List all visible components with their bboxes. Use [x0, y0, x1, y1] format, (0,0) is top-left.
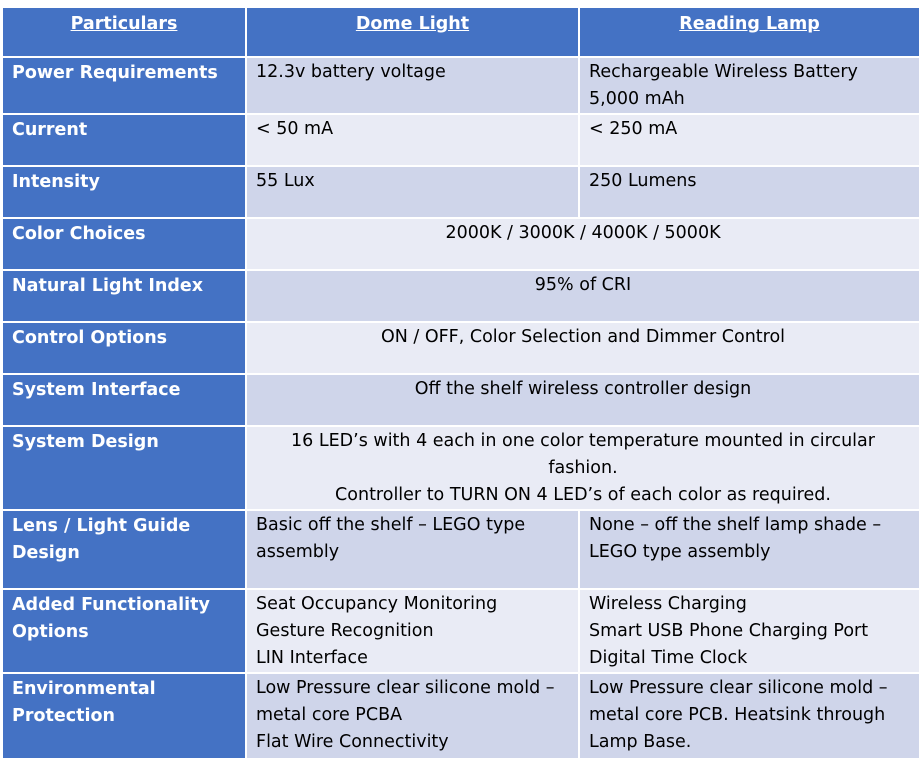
cell-line: Controller to TURN ON 4 LED’s of each color as required. — [335, 485, 831, 505]
table-row — [2, 322, 920, 374]
dome-light-cell — [246, 57, 579, 114]
cell-line: ON / OFF, Color Selection and Dimmer Control — [380, 327, 786, 347]
cell-line: LIN Interface — [256, 648, 368, 668]
table-row — [2, 270, 920, 322]
cell-line: < 50 mA — [256, 119, 334, 139]
merged-cell — [246, 426, 920, 510]
cell-line: metal core PCBA — [256, 705, 403, 725]
table-row — [2, 114, 920, 166]
reading-lamp-cell — [579, 57, 920, 114]
cell-line: 2000K / 3000K / 4000K / 5000K — [445, 223, 721, 243]
table-row — [2, 218, 920, 270]
cell-line: Smart USB Phone Charging Port — [589, 621, 869, 641]
dome-light-cell — [246, 114, 579, 166]
cell-line: Basic off the shelf – LEGO type — [256, 515, 526, 535]
cell-line: Low Pressure clear silicone mold – — [256, 678, 555, 698]
cell-line: 5,000 mAh — [589, 89, 685, 109]
dome-light-cell — [246, 510, 579, 589]
table-row — [2, 589, 920, 673]
cell-line: Lamp Base. — [589, 732, 692, 752]
table-row — [2, 374, 920, 426]
reading-lamp-cell — [579, 673, 920, 759]
cell-line: 95% of CRI — [534, 275, 632, 295]
reading-lamp-cell — [579, 589, 920, 673]
cell-line: < 250 mA — [589, 119, 678, 139]
row-label: Intensity — [2, 166, 246, 218]
row-label: Environmental Protection — [2, 673, 246, 759]
header-row — [2, 7, 920, 57]
specs-table — [1, 6, 921, 760]
table-row — [2, 57, 920, 114]
cell-line: 55 Lux — [256, 171, 315, 191]
cell-line: Low Pressure clear silicone mold – — [589, 678, 888, 698]
table-row — [2, 673, 920, 759]
dome-light-cell — [246, 589, 579, 673]
cell-line: Digital Time Clock — [589, 648, 748, 668]
cell-line: Gesture Recognition — [256, 621, 434, 641]
reading-lamp-cell — [579, 510, 920, 589]
row-label: Control Options — [2, 322, 246, 374]
row-label: Natural Light Index — [2, 270, 246, 322]
table-row — [2, 166, 920, 218]
table-row — [2, 426, 920, 510]
cell-line: Wireless Charging — [589, 594, 747, 614]
cell-line: Flat Wire Connectivity — [256, 732, 449, 752]
cell-line: assembly — [256, 542, 340, 562]
cell-line: 12.3v battery voltage — [256, 62, 446, 82]
cell-line: Rechargeable Wireless Battery — [589, 62, 858, 82]
header-particulars: Particulars — [2, 7, 246, 57]
row-label: Color Choices — [2, 218, 246, 270]
row-label: System Design — [2, 426, 246, 510]
row-label: System Interface — [2, 374, 246, 426]
table-row — [2, 510, 920, 589]
dome-light-cell — [246, 673, 579, 759]
cell-line: Seat Occupancy Monitoring — [256, 594, 498, 614]
header-dome-light: Dome Light — [246, 7, 579, 57]
cell-line: None – off the shelf lamp shade – — [589, 515, 882, 535]
row-label: Current — [2, 114, 246, 166]
cell-line: Off the shelf wireless controller design — [414, 379, 752, 399]
merged-cell — [246, 270, 920, 322]
header-reading-lamp: Reading Lamp — [579, 7, 920, 57]
dome-light-cell — [246, 166, 579, 218]
merged-cell — [246, 322, 920, 374]
row-label-line: Options — [12, 622, 89, 642]
reading-lamp-cell — [579, 166, 920, 218]
cell-line: 16 LED’s with 4 each in one color temperature mounted in circular fashion. — [291, 431, 875, 478]
reading-lamp-cell — [579, 114, 920, 166]
merged-cell — [246, 218, 920, 270]
row-label-line: Added Functionality — [12, 595, 210, 615]
row-label: Power Requirements — [2, 57, 246, 114]
row-label: Lens / Light Guide Design — [2, 510, 246, 589]
cell-line: metal core PCB. Heatsink through — [589, 705, 886, 725]
row-label — [2, 589, 246, 673]
cell-line: LEGO type assembly — [589, 542, 771, 562]
merged-cell — [246, 374, 920, 426]
cell-line: 250 Lumens — [589, 171, 697, 191]
